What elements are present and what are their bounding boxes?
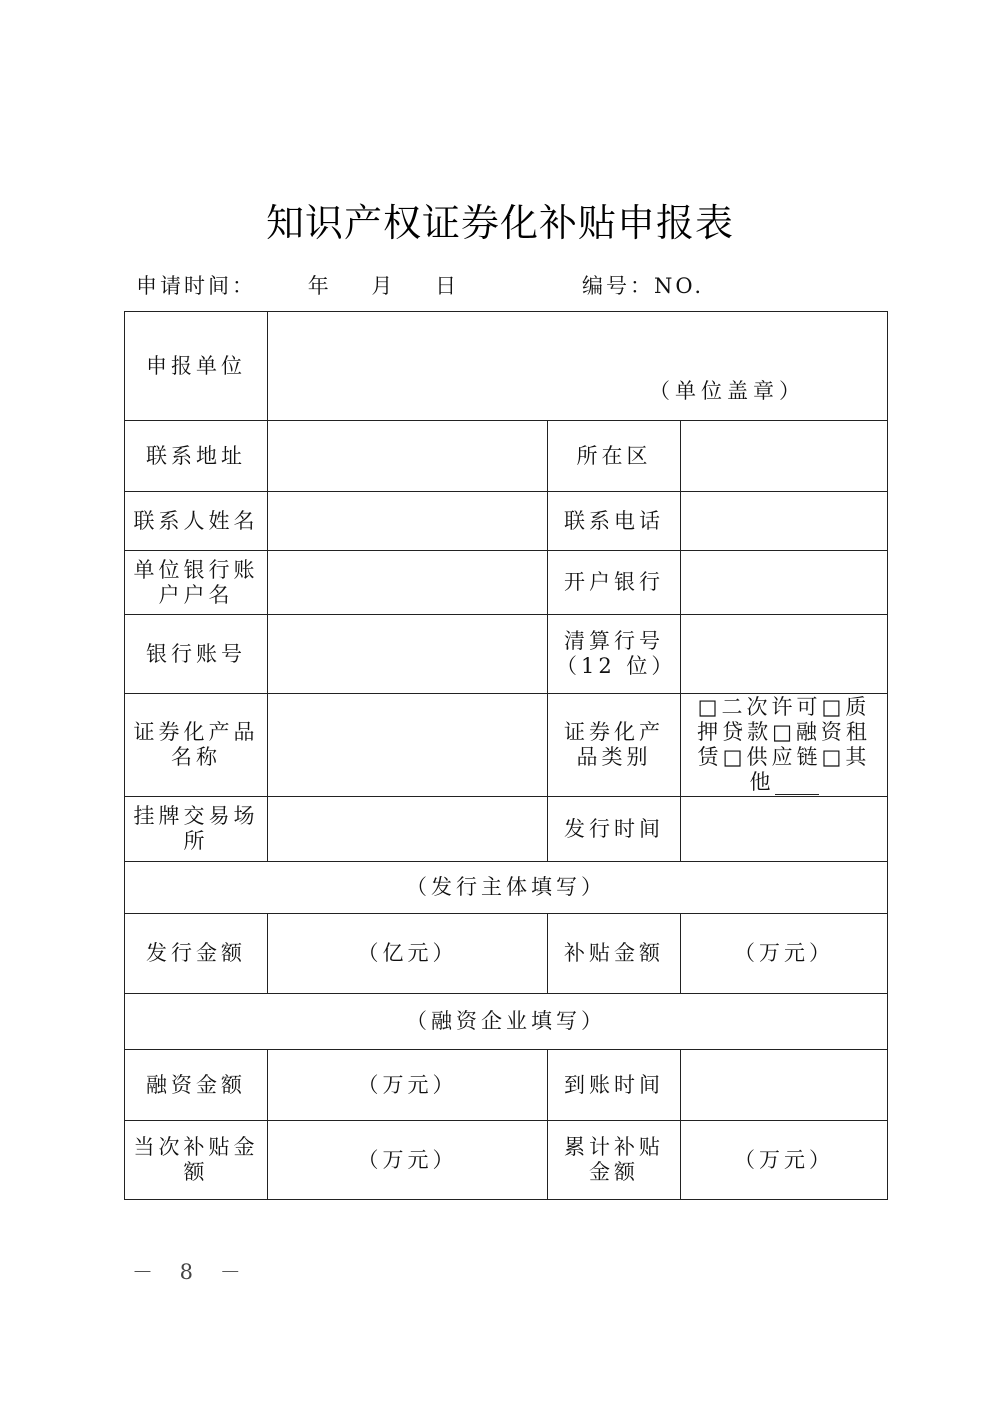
page-number: － 8 － [132,1260,251,1284]
seal-note: （单位盖章） [649,379,806,403]
district-label: 所在区 [548,421,681,492]
bank-account-no-field[interactable] [268,615,548,694]
financing-section-header: （融资企业填写） [125,994,888,1050]
contact-address-label: 联系地址 [125,421,268,492]
opening-bank-label: 开户银行 [548,551,681,615]
unit-wan-yuan: （万元） [734,1147,835,1172]
product-category-options[interactable] [681,694,888,797]
clearing-no-label: 清算行号（12 位） [548,615,681,694]
apply-time [136,270,489,300]
table-row [125,694,888,797]
table-row [125,492,888,551]
clearing-no-field[interactable] [681,615,888,694]
subsidy-amount-field[interactable] [681,914,888,994]
table-row [125,1050,888,1121]
cumulative-subsidy-label: 累计补贴金额 [548,1121,681,1200]
table-row [125,1121,888,1200]
table-row [125,862,888,914]
arrival-time-label: 到账时间 [548,1050,681,1121]
contact-phone-field[interactable] [681,492,888,551]
product-name-label: 证券化产品名称 [125,694,268,797]
listing-venue-label: 挂牌交易场所 [125,797,268,862]
issuer-section-header: （发行主体填写） [125,862,888,914]
day-label: 日 [435,274,460,298]
unit-wan-yuan: （万元） [357,1147,458,1172]
bank-account-name-label: 单位银行账户户名 [125,551,268,615]
apply-date-fields[interactable] [308,274,489,298]
unit-yi-yuan: （亿元） [357,941,458,965]
cumulative-subsidy-field[interactable] [681,1121,888,1200]
application-table [124,311,888,1200]
product-category-label: 证券化产品类别 [548,694,681,797]
month-label: 月 [371,274,396,298]
year-label: 年 [307,274,332,298]
table-row [125,994,888,1050]
subsidy-amount-label: 补贴金额 [548,914,681,994]
applicant-unit-label: 申报单位 [125,312,268,421]
financing-amount-label: 融资金额 [125,1050,268,1121]
bank-account-name-field[interactable] [268,551,548,615]
issue-amount-label: 发行金额 [125,914,268,994]
issue-time-field[interactable] [681,797,888,862]
table-row [125,914,888,994]
issue-amount-field[interactable] [268,914,548,994]
table-row [125,421,888,492]
contact-phone-label: 联系电话 [548,492,681,551]
table-row [125,312,888,421]
apply-time-label: 申请时间： [136,274,256,298]
district-field[interactable] [681,421,888,492]
product-name-field[interactable] [268,694,548,797]
table-row [125,615,888,694]
applicant-unit-field[interactable] [268,312,888,421]
form-title: 知识产权证券化补贴申报表 [265,201,734,245]
contact-name-label: 联系人姓名 [125,492,268,551]
contact-name-field[interactable] [268,492,548,551]
table-row [125,797,888,862]
unit-wan-yuan: （万元） [734,941,835,965]
contact-address-field[interactable] [268,421,548,492]
issue-time-label: 发行时间 [548,797,681,862]
financing-amount-field[interactable] [268,1050,548,1121]
unit-wan-yuan: （万元） [357,1072,458,1097]
bank-account-no-label: 银行账号 [125,615,268,694]
current-subsidy-label: 当次补贴金额 [125,1121,268,1200]
table-row [125,551,888,615]
listing-venue-field[interactable] [268,797,548,862]
category-options-text: □二次许可□质押贷款□融资租赁□供应链□其他 [697,695,871,794]
arrival-time-field[interactable] [681,1050,888,1121]
current-subsidy-field[interactable] [268,1121,548,1200]
other-blank-line[interactable] [775,772,819,795]
form-number: 编号：NO. [582,274,705,298]
opening-bank-field[interactable] [681,551,888,615]
